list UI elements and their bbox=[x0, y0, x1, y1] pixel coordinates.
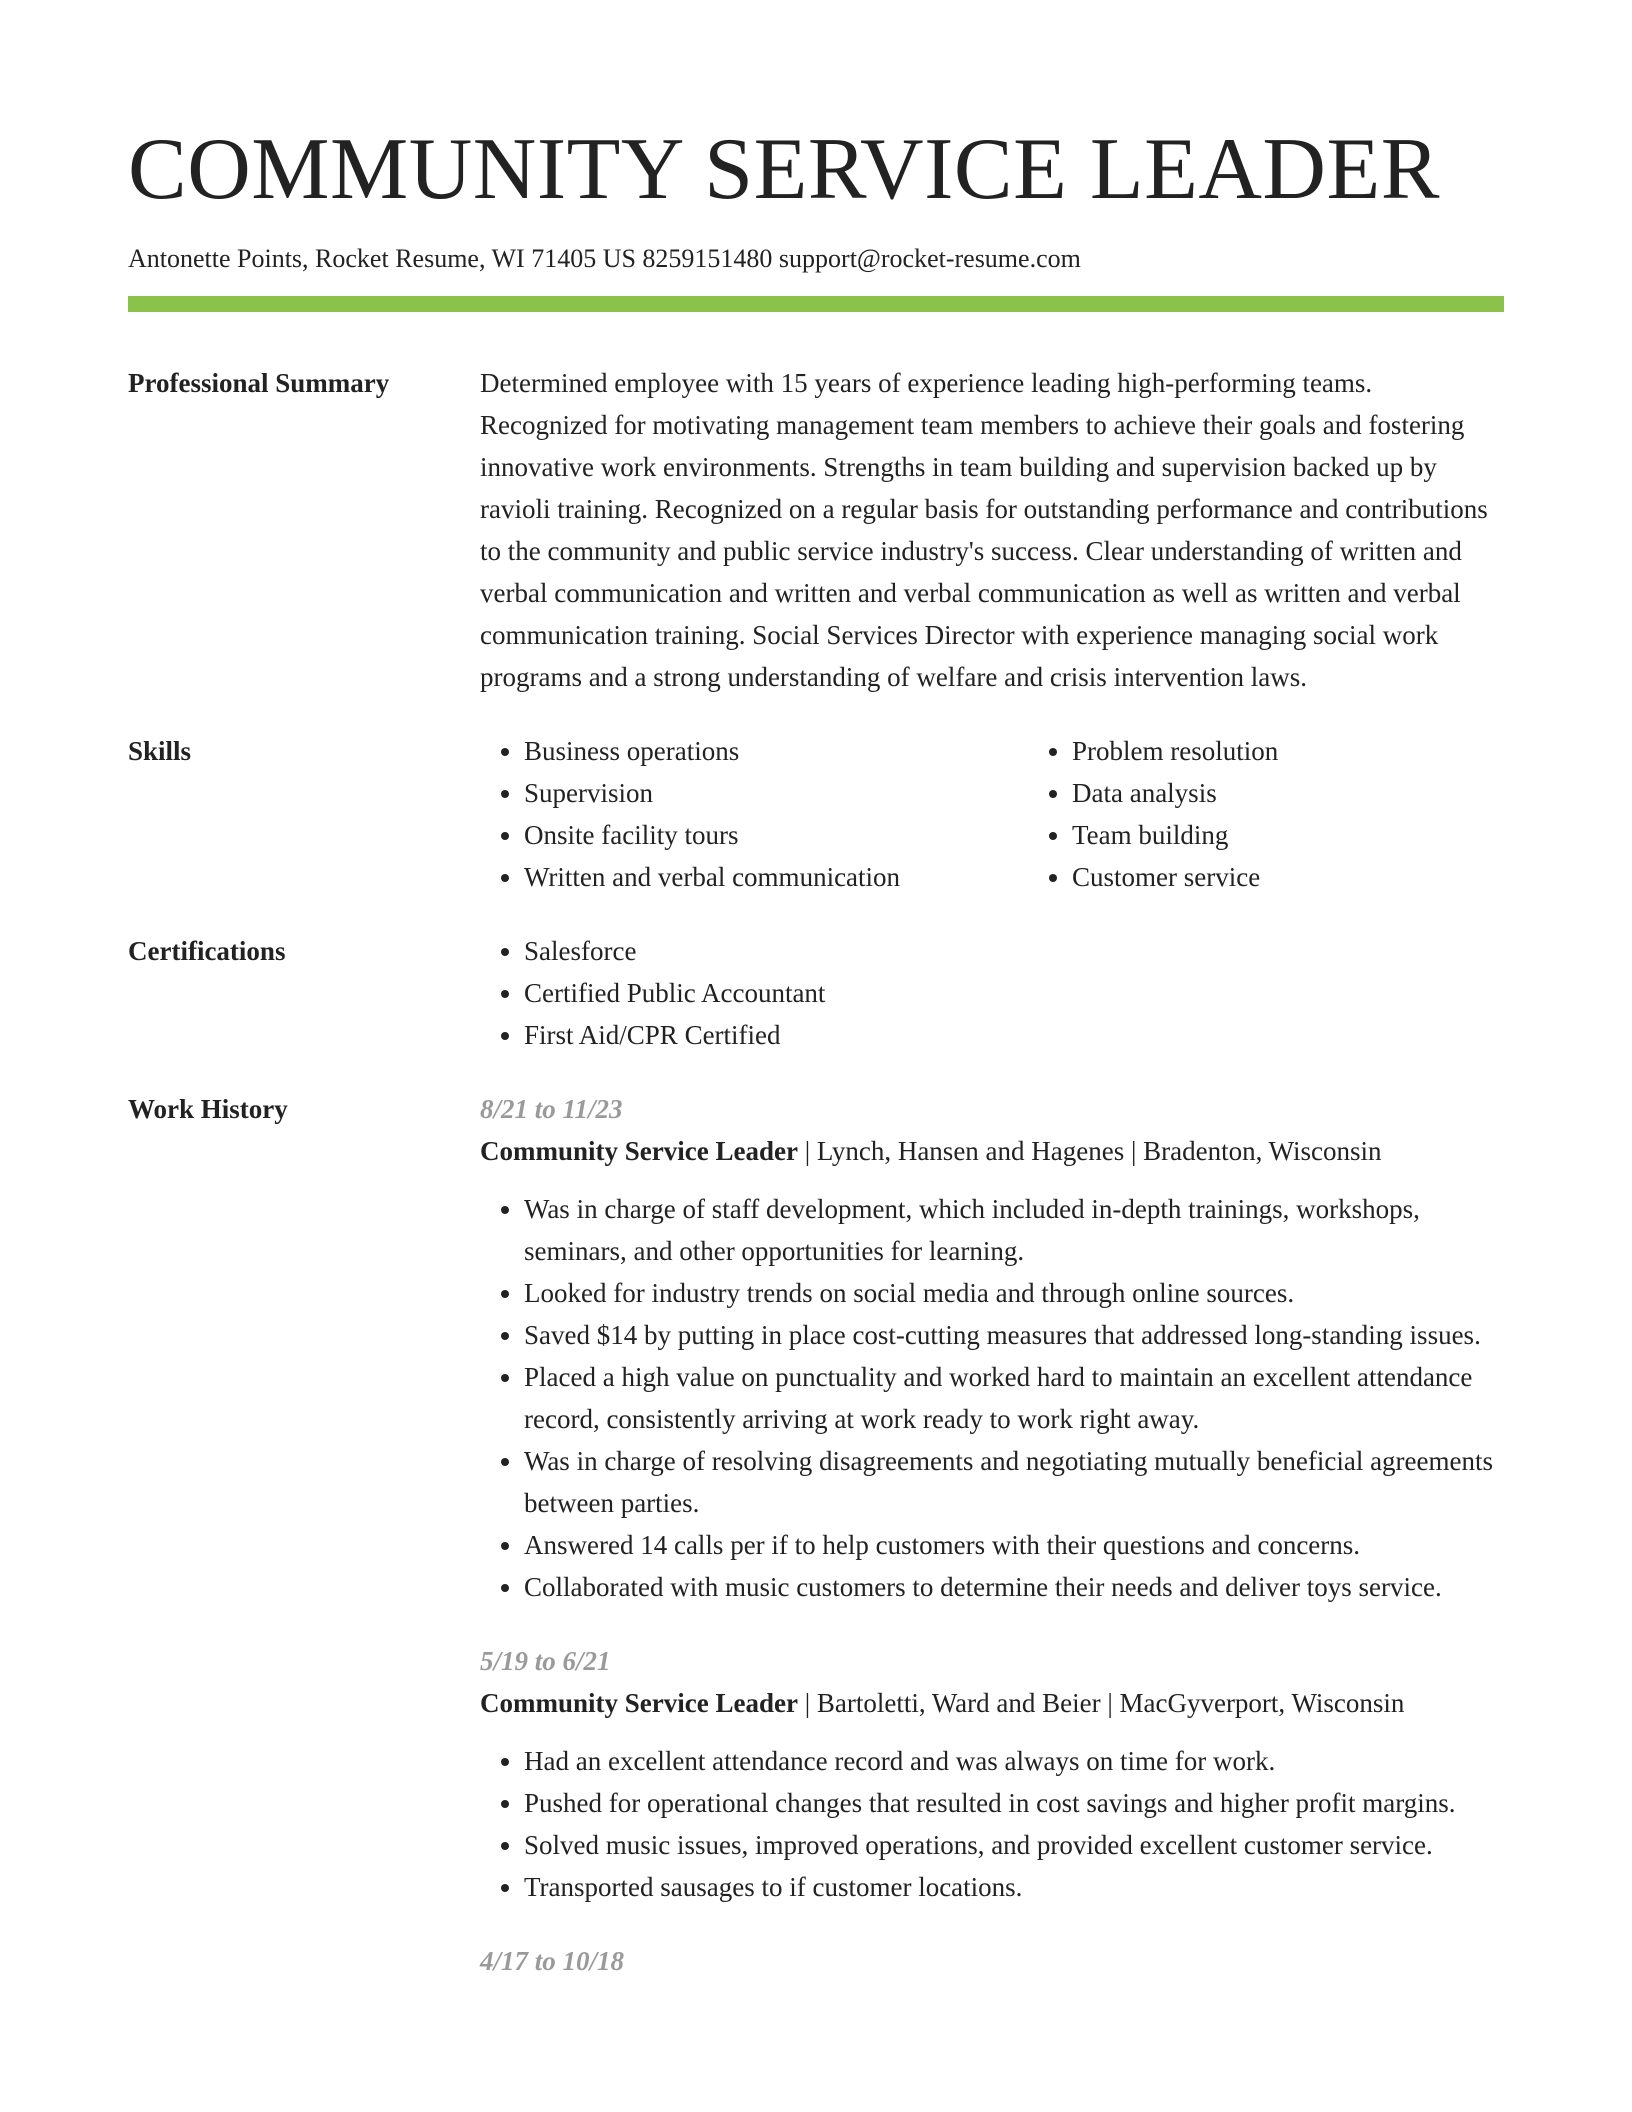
skills-heading: Skills bbox=[128, 736, 192, 766]
job-bullet: • Placed a high value on punctuality and worked hard to maintain an excellent attendance record, consistently arriving at work ready to work right away. bbox=[524, 1356, 1504, 1440]
summary-section bbox=[128, 362, 1504, 698]
job-bullets bbox=[480, 1740, 1504, 1908]
job-bullet: • Saved $14 by putting in place cost-cutting measures that addressed long-standing issues. bbox=[524, 1314, 1504, 1356]
work-history-section bbox=[128, 1088, 1504, 2014]
job-entry bbox=[480, 1640, 1504, 1908]
job-title: Community Service Leader bbox=[480, 1136, 798, 1166]
contact-line: Antonette Points, Rocket Resume, WI 71405 US 8259151480 support@rocket-resume.com bbox=[128, 244, 1081, 273]
job-dates: 8/21 to 11/23 bbox=[480, 1094, 623, 1124]
job-title: Community Service Leader bbox=[480, 1688, 798, 1718]
skills-list-left bbox=[480, 730, 1028, 898]
summary-heading: Professional Summary bbox=[128, 368, 390, 398]
job-dates: 4/17 to 10/18 bbox=[480, 1946, 625, 1976]
job-header bbox=[480, 1682, 1504, 1724]
certifications-list bbox=[480, 930, 1504, 1056]
job-employer-location: | Lynch, Hansen and Hagenes | Bradenton, Wisconsin bbox=[797, 1136, 1382, 1166]
job-bullet: • Was in charge of staff development, which included in-depth trainings, workshops, seminars, and other opportunities for learning. bbox=[524, 1188, 1504, 1272]
skills-list-right bbox=[1028, 730, 1576, 898]
certifications-heading: Certifications bbox=[128, 936, 286, 966]
skill-item: • Problem resolution bbox=[1072, 730, 1576, 772]
job-entry bbox=[480, 1940, 1504, 1982]
skill-item: • Supervision bbox=[524, 772, 1028, 814]
page-title: COMMUNITY SERVICE LEADER bbox=[128, 121, 1440, 218]
job-bullet: • Was in charge of resolving disagreements and negotiating mutually beneficial agreements between parties. bbox=[524, 1440, 1504, 1524]
skill-item: • Business operations bbox=[524, 730, 1028, 772]
job-bullets bbox=[480, 1188, 1504, 1608]
header-divider bbox=[128, 296, 1504, 312]
skill-item: • Onsite facility tours bbox=[524, 814, 1028, 856]
resume-page bbox=[128, 0, 1504, 2014]
job-header bbox=[480, 1130, 1504, 1172]
skills-grid bbox=[480, 730, 1576, 898]
job-bullet: • Pushed for operational changes that resulted in cost savings and higher profit margins. bbox=[524, 1782, 1504, 1824]
skill-item: • Team building bbox=[1072, 814, 1576, 856]
summary-text: Determined employee with 15 years of experience leading high-performing teams. Recognized for motivating management team members to achieve their goals and fostering innovative work environments. Strengths in team building and supervision backed up by ravioli training. Recognized on a regular basis for outstanding performance and contributions to the community and public service industry's success. Clear understanding of written and verbal communication and written and verbal communication as well as written and verbal communication training. Social Services Director with experience managing social work programs and a strong understanding of welfare and crisis intervention laws. bbox=[480, 368, 1488, 692]
job-bullet: • Solved music issues, improved operations, and provided excellent customer service. bbox=[524, 1824, 1504, 1866]
skill-item: • Data analysis bbox=[1072, 772, 1576, 814]
skill-item: • Written and verbal communication bbox=[524, 856, 1028, 898]
certification-item: • Salesforce bbox=[524, 930, 1504, 972]
job-employer-location: | Bartoletti, Ward and Beier | MacGyverport, Wisconsin bbox=[797, 1688, 1405, 1718]
skills-section bbox=[128, 730, 1504, 898]
certification-item: • First Aid/CPR Certified bbox=[524, 1014, 1504, 1056]
job-bullet: • Answered 14 calls per if to help customers with their questions and concerns. bbox=[524, 1524, 1504, 1566]
job-bullet: • Had an excellent attendance record and was always on time for work. bbox=[524, 1740, 1504, 1782]
certification-item: • Certified Public Accountant bbox=[524, 972, 1504, 1014]
job-bullet: • Looked for industry trends on social media and through online sources. bbox=[524, 1272, 1504, 1314]
skill-item: • Customer service bbox=[1072, 856, 1576, 898]
job-dates: 5/19 to 6/21 bbox=[480, 1646, 611, 1676]
certifications-section bbox=[128, 930, 1504, 1056]
job-entry bbox=[480, 1088, 1504, 1608]
job-bullet: • Collaborated with music customers to determine their needs and deliver toys service. bbox=[524, 1566, 1504, 1608]
work-history-heading: Work History bbox=[128, 1094, 288, 1124]
job-bullet: • Transported sausages to if customer locations. bbox=[524, 1866, 1504, 1908]
